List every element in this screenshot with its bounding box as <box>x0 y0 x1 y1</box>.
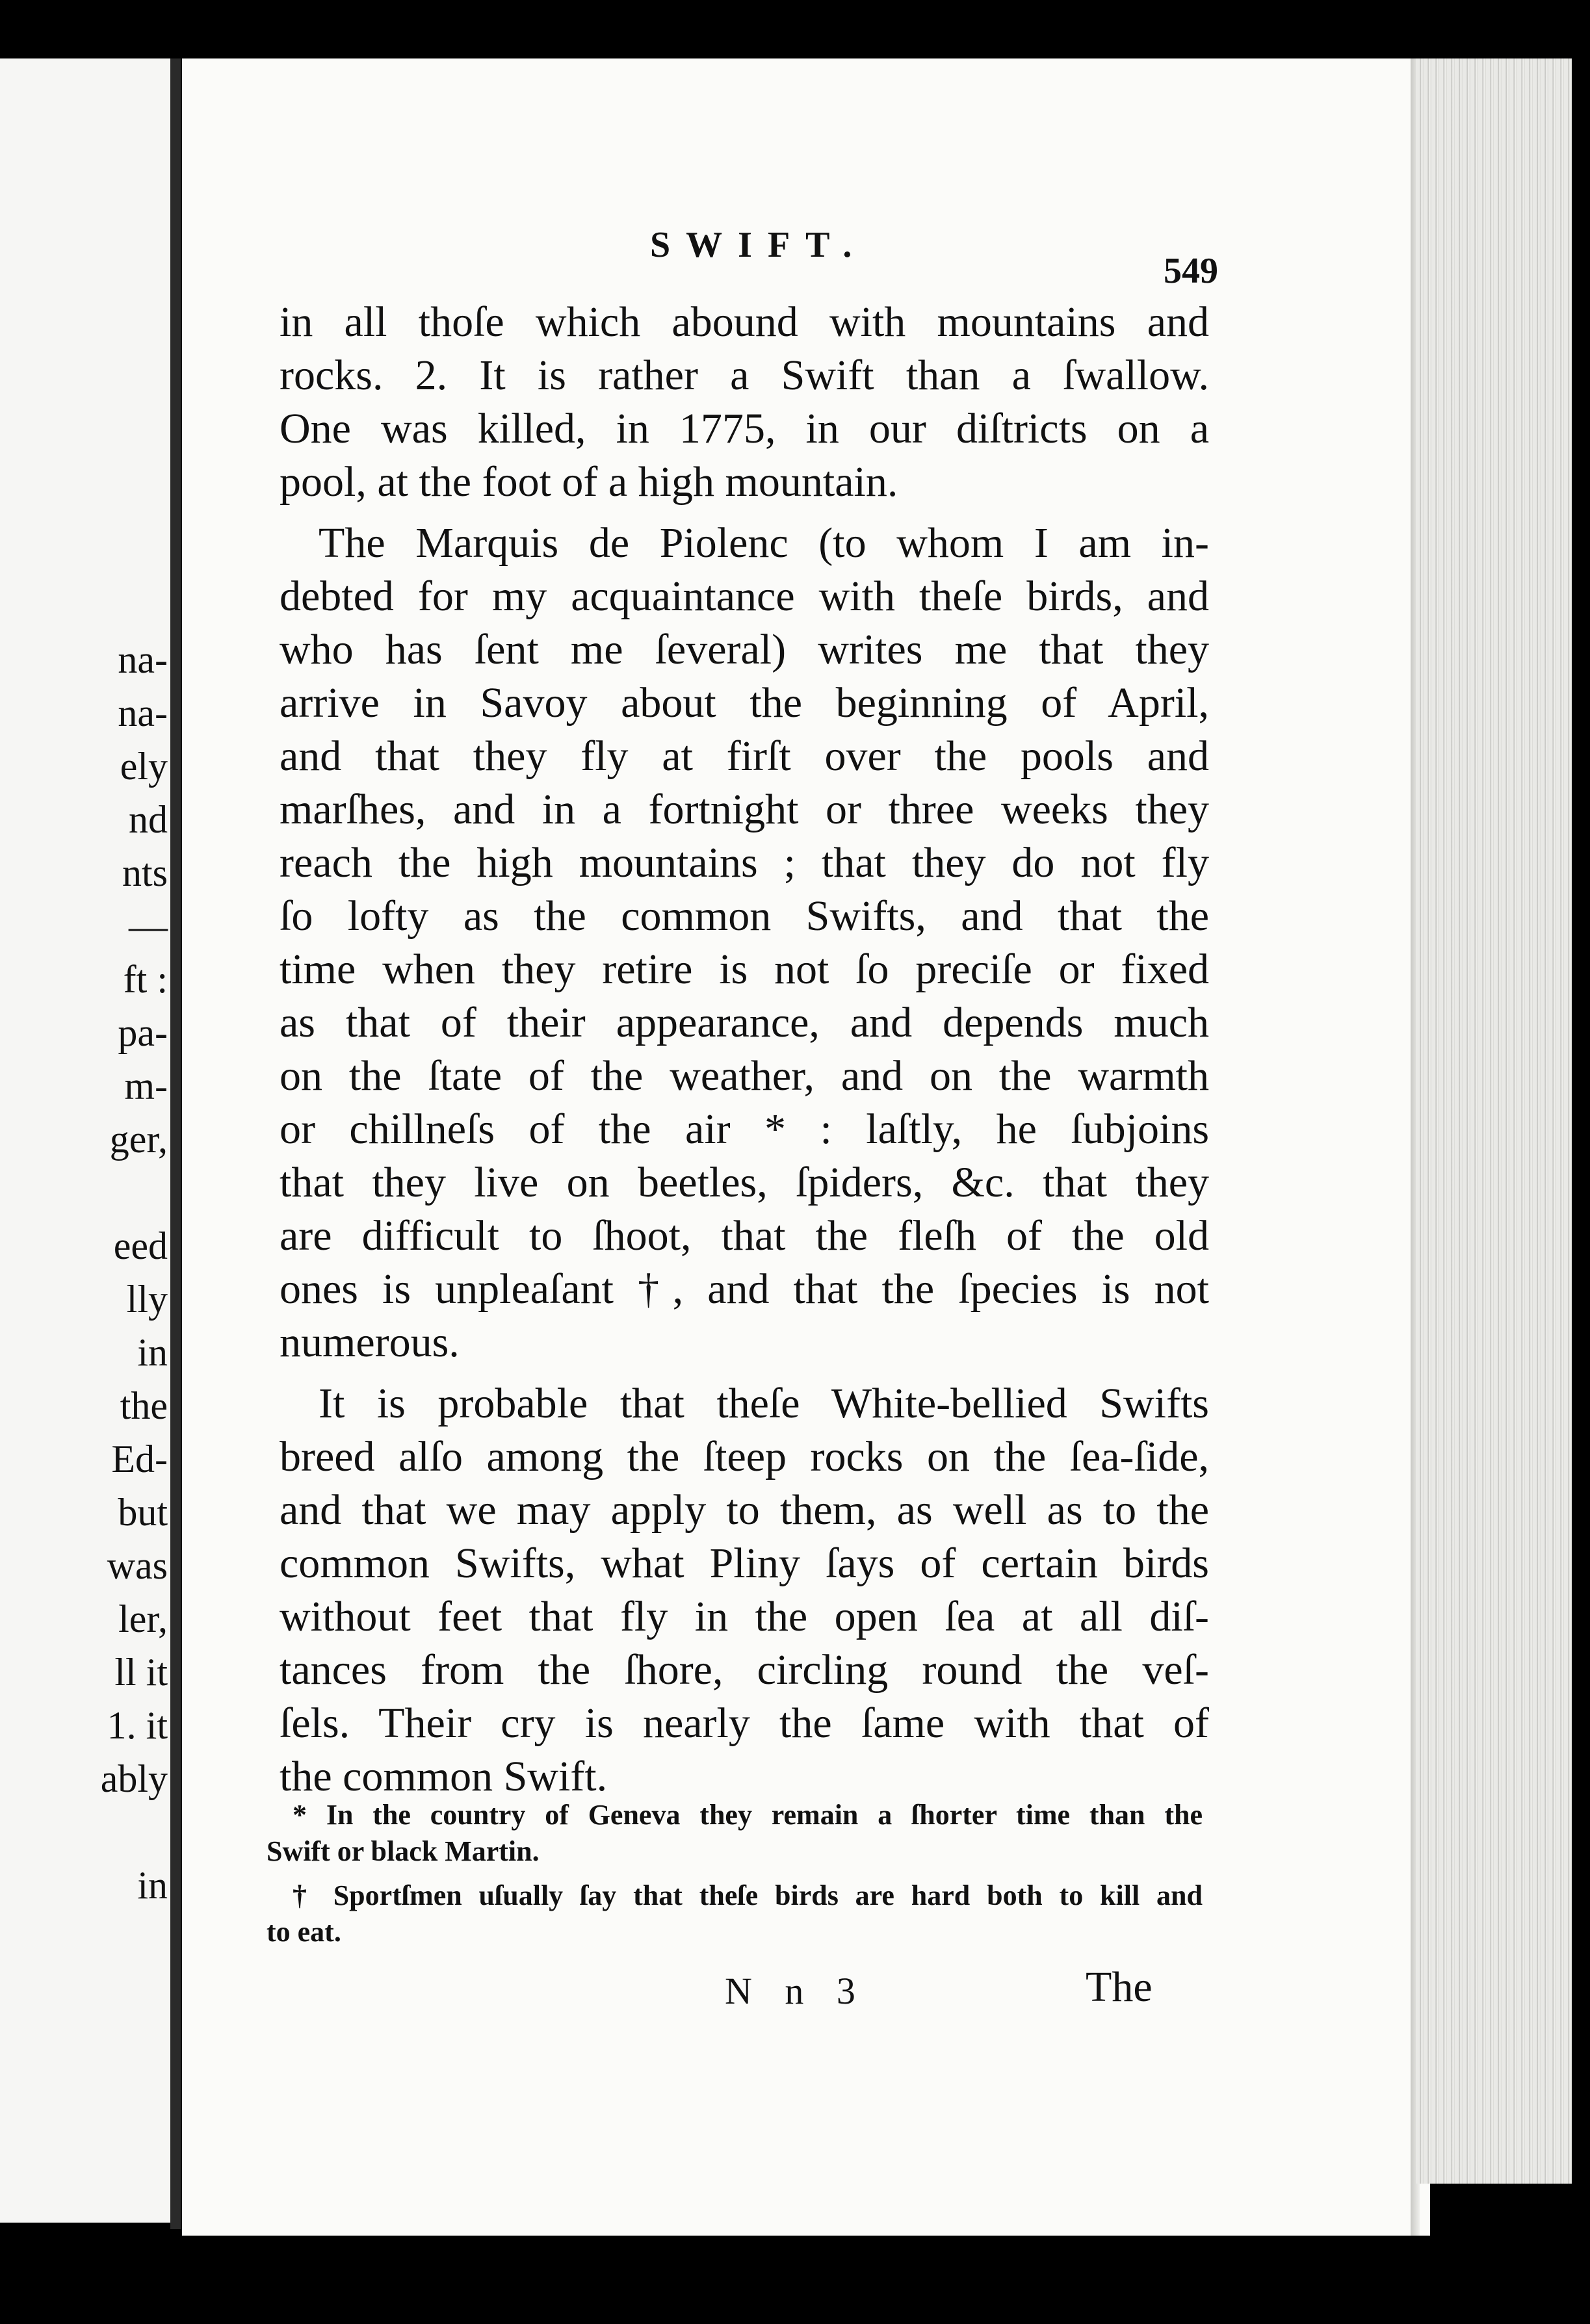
text-line: One was killed, in 1775, in our diſtricts on a <box>280 405 1209 452</box>
text-line: common Swifts, what Pliny ſays of certain birds <box>280 1540 1209 1587</box>
facing-line: but <box>118 1491 168 1534</box>
text-line: tances from the ſhore, circling round the veſ- <box>280 1646 1209 1694</box>
text-line: It is probable that theſe White-bellied Swifts <box>319 1380 1209 1427</box>
text-line: numerous. <box>280 1319 460 1366</box>
facing-page-text <box>0 634 170 1913</box>
footnotes <box>267 1797 1203 1950</box>
text-line: on the ſtate of the weather, and on the warmth <box>280 1052 1209 1100</box>
facing-line: lly <box>126 1278 168 1321</box>
signature-mark: N n 3 <box>725 1970 867 2012</box>
facing-line: na- <box>118 638 168 681</box>
text-line: or chillneſs of the air * : laſtly, he ſubjoins <box>280 1105 1209 1153</box>
facing-line: ft : <box>123 958 168 1001</box>
text-line: are difficult to ſhoot, that the fleſh of the old <box>280 1212 1209 1259</box>
facing-line: in <box>137 1331 168 1374</box>
text-line: rocks. 2. It is rather a Swift than a ſwallow. <box>280 352 1209 399</box>
text-line: and that we may apply to them, as well as to the <box>280 1486 1209 1534</box>
facing-line: na- <box>118 691 168 734</box>
facing-line: was <box>107 1544 168 1587</box>
facing-line: nts <box>122 851 168 894</box>
text-line: arrive in Savoy about the beginning of April, <box>280 679 1209 727</box>
facing-line <box>0 1806 170 1859</box>
facing-line: nd <box>129 798 168 841</box>
footnote-line: to eat. <box>267 1916 341 1948</box>
facing-line: 1. it <box>107 1704 168 1747</box>
text-line: that they live on beetles, ſpiders, &c. that they <box>280 1159 1209 1206</box>
text-line: and that they fly at firſt over the pools and <box>280 732 1209 780</box>
facing-line: ably <box>100 1757 168 1800</box>
facing-line: m- <box>124 1065 168 1107</box>
text-line: The Marquis de Piolenc (to whom I am in- <box>319 519 1209 567</box>
text-line: ones is unpleaſant †, and that the ſpecies is not <box>280 1265 1209 1313</box>
text-line: as that of their appearance, and depends much <box>280 999 1209 1046</box>
text-line: without feet that fly in the open ſea at all diſ- <box>280 1593 1209 1640</box>
text-line: in all thoſe which abound with mountains and <box>280 298 1209 346</box>
page-edges <box>1416 58 1572 2184</box>
facing-line: ll it <box>114 1651 168 1694</box>
facing-line: eed <box>113 1224 168 1267</box>
facing-line: ler, <box>118 1597 168 1640</box>
facing-page-fragment <box>0 58 170 2223</box>
footnote-line: Swift or black Martin. <box>267 1835 540 1867</box>
text-line: marſhes, and in a fortnight or three weeks they <box>280 786 1209 833</box>
book-gutter <box>170 58 181 2229</box>
footnote-line: † Sportſmen uſually ſay that theſe birds are hard both to kill and <box>293 1879 1203 1911</box>
text-line: breed alſo among the ſteep rocks on the ſea-ſide, <box>280 1433 1209 1480</box>
facing-line: ely <box>120 745 168 788</box>
facing-line: in <box>137 1864 168 1907</box>
text-line: reach the high mountains ; that they do not fly <box>280 839 1209 886</box>
text-line: pool, at the foot of a high mountain. <box>280 458 898 506</box>
text-line: ſo lofty as the common Swifts, and that the <box>280 892 1209 940</box>
facing-line: — <box>129 905 168 948</box>
facing-line: pa- <box>118 1011 168 1054</box>
text-line: the common Swift. <box>280 1753 608 1800</box>
facing-line: the <box>120 1384 168 1427</box>
catchword: The <box>1086 1963 1153 2011</box>
footnote-line: * In the country of Geneva they remain a ſhorter time than the <box>293 1799 1203 1831</box>
facing-line: Ed- <box>111 1438 168 1480</box>
text-line: time when they retire is not ſo preciſe or fixed <box>280 946 1209 993</box>
text-line: ſels. Their cry is nearly the ſame with that of <box>280 1699 1209 1747</box>
facing-line: ger, <box>109 1118 168 1161</box>
facing-line <box>0 1167 170 1220</box>
page-number: 549 <box>1164 251 1218 291</box>
text-line: who has ſent me ſeveral) writes me that they <box>280 626 1209 673</box>
body-text <box>280 296 1209 1803</box>
text-line: debted for my acquaintance with theſe birds, and <box>280 573 1209 620</box>
running-head: SWIFT. <box>650 225 868 265</box>
